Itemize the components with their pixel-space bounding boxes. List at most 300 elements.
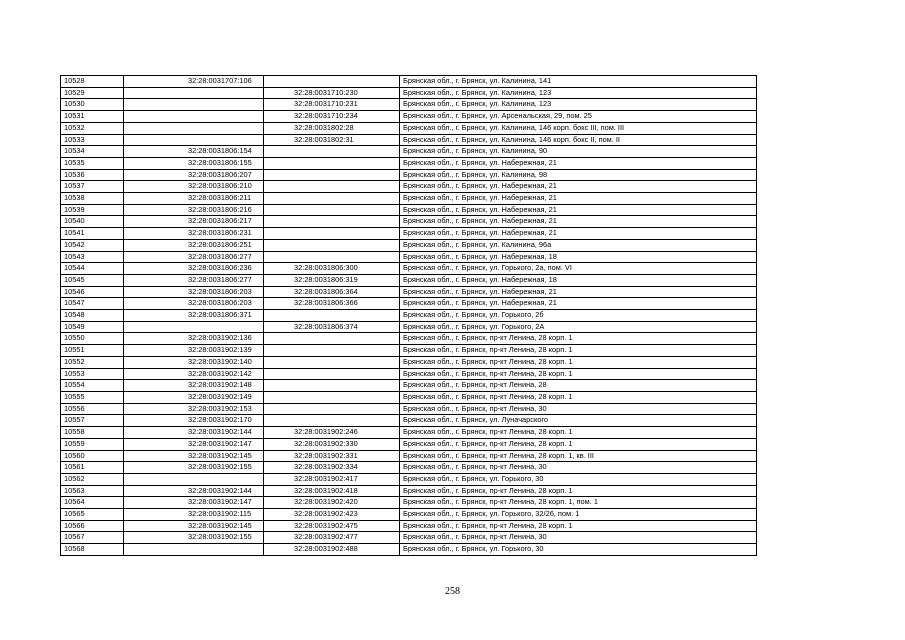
object-cadastral-number-cell — [264, 216, 400, 228]
land-cadastral-number-cell — [124, 193, 264, 205]
address-text: Брянская обл., г. Брянск, ул. Набережная, 21 — [403, 286, 557, 296]
land-cadastral-number-text: 32:28:0031902:144 — [188, 427, 252, 437]
object-cadastral-number-cell — [264, 544, 400, 556]
address-text: Брянская обл., г. Брянск, пр-кт Ленина, 30 — [403, 532, 547, 542]
land-cadastral-number-text: 32:28:0031902:149 — [188, 391, 252, 401]
address-text: Брянская обл., г. Брянск, пр-кт Ленина, 28 корп. 1 — [403, 438, 573, 448]
table-row — [61, 427, 757, 439]
row-number-cell — [61, 368, 124, 380]
table-row — [61, 204, 757, 216]
object-cadastral-number-cell — [264, 146, 400, 158]
land-cadastral-number-cell — [124, 251, 264, 263]
land-cadastral-number-text: 32:28:0031902:170 — [188, 415, 252, 425]
row-number-text: 10548 — [64, 310, 85, 320]
table-row — [61, 181, 757, 193]
table-row — [61, 251, 757, 263]
row-number-text: 10547 — [64, 298, 85, 308]
row-number-cell — [61, 228, 124, 240]
row-number-text: 10545 — [64, 274, 85, 284]
row-number-text: 10564 — [64, 497, 85, 507]
object-cadastral-number-cell — [264, 509, 400, 521]
address-cell — [400, 438, 757, 450]
address-cell — [400, 193, 757, 205]
land-cadastral-number-cell — [124, 321, 264, 333]
object-cadastral-number-cell — [264, 169, 400, 181]
object-cadastral-number-text: 32:28:0031806:374 — [294, 321, 358, 331]
land-cadastral-number-text: 32:28:0031806:203 — [188, 286, 252, 296]
object-cadastral-number-cell — [264, 321, 400, 333]
land-cadastral-number-cell — [124, 520, 264, 532]
table-row — [61, 497, 757, 509]
land-cadastral-number-cell — [124, 356, 264, 368]
land-cadastral-number-text: 32:28:0031902:155 — [188, 532, 252, 542]
address-text: Брянская обл., г. Брянск, ул. Калинина, 146 корп. бокс III, пом. III — [403, 122, 625, 132]
land-cadastral-number-cell — [124, 157, 264, 169]
land-cadastral-number-text: 32:28:0031806:217 — [188, 216, 252, 226]
address-cell — [400, 76, 757, 88]
object-cadastral-number-text: 32:28:0031802:31 — [294, 134, 354, 144]
row-number-cell — [61, 380, 124, 392]
land-cadastral-number-text: 32:28:0031806:231 — [188, 228, 252, 238]
row-number-cell — [61, 87, 124, 99]
page-number: 258 — [445, 586, 460, 597]
row-number-text: 10546 — [64, 286, 85, 296]
address-cell — [400, 251, 757, 263]
object-cadastral-number-cell — [264, 228, 400, 240]
object-cadastral-number-cell — [264, 485, 400, 497]
land-cadastral-number-cell — [124, 532, 264, 544]
address-text: Брянская обл., г. Брянск, пр-кт Ленина, 28 корп. 1, пом. 1 — [403, 497, 598, 507]
table-row — [61, 544, 757, 556]
table-row — [61, 76, 757, 88]
object-cadastral-number-cell — [264, 356, 400, 368]
address-text: Брянская обл., г. Брянск, ул. Набережная, 21 — [403, 216, 557, 226]
address-cell — [400, 403, 757, 415]
table-row — [61, 333, 757, 345]
address-text: Брянская обл., г. Брянск, ул. Горького, 2а, пом. VI — [403, 263, 572, 273]
address-text: Брянская обл., г. Брянск, ул. Набережная, 21 — [403, 298, 557, 308]
table-row — [61, 157, 757, 169]
land-cadastral-number-text: 32:28:0031806:277 — [188, 274, 252, 284]
object-cadastral-number-cell — [264, 298, 400, 310]
row-number-text: 10553 — [64, 368, 85, 378]
land-cadastral-number-cell — [124, 216, 264, 228]
object-cadastral-number-cell — [264, 403, 400, 415]
land-cadastral-number-cell — [124, 228, 264, 240]
land-cadastral-number-cell — [124, 298, 264, 310]
object-cadastral-number-text: 32:28:0031902:477 — [294, 532, 358, 542]
land-cadastral-number-cell — [124, 333, 264, 345]
row-number-text: 10528 — [64, 76, 85, 85]
address-cell — [400, 532, 757, 544]
row-number-text: 10540 — [64, 216, 85, 226]
table-row — [61, 216, 757, 228]
row-number-cell — [61, 169, 124, 181]
land-cadastral-number-cell — [124, 134, 264, 146]
object-cadastral-number-cell — [264, 263, 400, 275]
row-number-cell — [61, 216, 124, 228]
address-text: Брянская обл., г. Брянск, пр-кт Ленина, 28 корп. 1 — [403, 520, 573, 530]
row-number-text: 10550 — [64, 333, 85, 343]
object-cadastral-number-text: 32:28:0031902:331 — [294, 450, 358, 460]
row-number-cell — [61, 544, 124, 556]
object-cadastral-number-cell — [264, 368, 400, 380]
row-number-text: 10555 — [64, 391, 85, 401]
land-cadastral-number-cell — [124, 485, 264, 497]
object-cadastral-number-cell — [264, 286, 400, 298]
address-cell — [400, 462, 757, 474]
row-number-text: 10566 — [64, 520, 85, 530]
object-cadastral-number-text: 32:28:0031902:330 — [294, 438, 358, 448]
table-row — [61, 122, 757, 134]
property-registry-table — [60, 75, 757, 556]
row-number-cell — [61, 111, 124, 123]
row-number-cell — [61, 310, 124, 322]
land-cadastral-number-text: 32:28:0031902:155 — [188, 462, 252, 472]
row-number-text: 10559 — [64, 438, 85, 448]
address-cell — [400, 415, 757, 427]
table-row — [61, 146, 757, 158]
row-number-cell — [61, 509, 124, 521]
row-number-cell — [61, 520, 124, 532]
address-text: Брянская обл., г. Брянск, ул. Калинина, 90 — [403, 146, 548, 156]
table-row — [61, 193, 757, 205]
land-cadastral-number-text: 32:28:0031902:139 — [188, 345, 252, 355]
land-cadastral-number-cell — [124, 181, 264, 193]
object-cadastral-number-cell — [264, 438, 400, 450]
land-cadastral-number-text: 32:28:0031902:140 — [188, 356, 252, 366]
land-cadastral-number-cell — [124, 415, 264, 427]
land-cadastral-number-text: 32:28:0031707:106 — [188, 76, 252, 85]
object-cadastral-number-text: 32:28:0031802:28 — [294, 122, 354, 132]
address-text: Брянская обл., г. Брянск, ул. Калинина, 146 корп. бокс II, пом. II — [403, 134, 620, 144]
object-cadastral-number-cell — [264, 427, 400, 439]
object-cadastral-number-cell — [264, 274, 400, 286]
table-row — [61, 99, 757, 111]
row-number-text: 10557 — [64, 415, 85, 425]
table-row — [61, 321, 757, 333]
object-cadastral-number-cell — [264, 251, 400, 263]
object-cadastral-number-cell — [264, 204, 400, 216]
land-cadastral-number-text: 32:28:0031806:154 — [188, 146, 252, 156]
row-number-cell — [61, 462, 124, 474]
address-text: Брянская обл., г. Брянск, пр-кт Ленина, 28 корп. 1 — [403, 427, 573, 437]
table-row — [61, 391, 757, 403]
row-number-text: 10556 — [64, 403, 85, 413]
object-cadastral-number-cell — [264, 345, 400, 357]
row-number-cell — [61, 263, 124, 275]
land-cadastral-number-text: 32:28:0031902:147 — [188, 438, 252, 448]
object-cadastral-number-cell — [264, 239, 400, 251]
row-number-text: 10554 — [64, 380, 85, 390]
land-cadastral-number-cell — [124, 122, 264, 134]
land-cadastral-number-cell — [124, 274, 264, 286]
object-cadastral-number-cell — [264, 310, 400, 322]
row-number-text: 10565 — [64, 509, 85, 519]
land-cadastral-number-cell — [124, 450, 264, 462]
land-cadastral-number-text: 32:28:0031806:236 — [188, 263, 252, 273]
address-text: Брянская обл., г. Брянск, ул. Луначарского — [403, 415, 549, 425]
land-cadastral-number-text: 32:28:0031806:216 — [188, 204, 252, 214]
row-number-cell — [61, 76, 124, 88]
object-cadastral-number-cell — [264, 122, 400, 134]
row-number-text: 10542 — [64, 239, 85, 249]
table-row — [61, 239, 757, 251]
table-row — [61, 169, 757, 181]
row-number-cell — [61, 438, 124, 450]
row-number-text: 10538 — [64, 193, 85, 203]
row-number-text: 10531 — [64, 111, 85, 121]
table-row — [61, 462, 757, 474]
address-cell — [400, 134, 757, 146]
table-row — [61, 380, 757, 392]
land-cadastral-number-cell — [124, 76, 264, 88]
land-cadastral-number-cell — [124, 427, 264, 439]
row-number-text: 10535 — [64, 157, 85, 167]
table-row — [61, 368, 757, 380]
row-number-text: 10562 — [64, 473, 85, 483]
object-cadastral-number-cell — [264, 333, 400, 345]
land-cadastral-number-text: 32:28:0031902:144 — [188, 485, 252, 495]
row-number-text: 10530 — [64, 99, 85, 109]
object-cadastral-number-cell — [264, 380, 400, 392]
object-cadastral-number-cell — [264, 473, 400, 485]
address-cell — [400, 427, 757, 439]
row-number-text: 10558 — [64, 427, 85, 437]
table-row — [61, 298, 757, 310]
land-cadastral-number-cell — [124, 391, 264, 403]
table-row — [61, 415, 757, 427]
object-cadastral-number-text: 32:28:0031710:231 — [294, 99, 358, 109]
address-cell — [400, 146, 757, 158]
address-text: Брянская обл., г. Брянск, ул. Калинина, 123 — [403, 99, 552, 109]
object-cadastral-number-text: 32:28:0031806:364 — [294, 286, 358, 296]
land-cadastral-number-text: 32:28:0031902:145 — [188, 450, 252, 460]
table-row — [61, 263, 757, 275]
address-text: Брянская обл., г. Брянск, ул. Набережная, 18 — [403, 274, 557, 284]
object-cadastral-number-text: 32:28:0031806:300 — [294, 263, 358, 273]
land-cadastral-number-cell — [124, 263, 264, 275]
address-text: Брянская обл., г. Брянск, пр-кт Ленина, 28 корп. 1 — [403, 391, 573, 401]
land-cadastral-number-cell — [124, 111, 264, 123]
object-cadastral-number-cell — [264, 497, 400, 509]
row-number-text: 10552 — [64, 356, 85, 366]
land-cadastral-number-text: 32:28:0031902:153 — [188, 403, 252, 413]
row-number-cell — [61, 157, 124, 169]
table-row — [61, 87, 757, 99]
table-row — [61, 134, 757, 146]
address-cell — [400, 544, 757, 556]
land-cadastral-number-cell — [124, 169, 264, 181]
row-number-cell — [61, 239, 124, 251]
row-number-cell — [61, 356, 124, 368]
row-number-text: 10551 — [64, 345, 85, 355]
table-row — [61, 485, 757, 497]
row-number-cell — [61, 204, 124, 216]
land-cadastral-number-text: 32:28:0031806:155 — [188, 157, 252, 167]
address-cell — [400, 473, 757, 485]
address-cell — [400, 99, 757, 111]
table-row — [61, 286, 757, 298]
address-text: Брянская обл., г. Брянск, ул. Набережная, 18 — [403, 251, 557, 261]
address-text: Брянская обл., г. Брянск, ул. Горького, 32/26, пом. 1 — [403, 509, 580, 519]
row-number-text: 10568 — [64, 544, 85, 554]
address-text: Брянская обл., г. Брянск, ул. Набережная, 21 — [403, 228, 557, 238]
table-row — [61, 509, 757, 521]
land-cadastral-number-text: 32:28:0031902:136 — [188, 333, 252, 343]
row-number-cell — [61, 286, 124, 298]
address-text: Брянская обл., г. Брянск, пр-кт Ленина, 28 корп. 1 — [403, 368, 573, 378]
table-row — [61, 310, 757, 322]
table-row — [61, 438, 757, 450]
table-row — [61, 403, 757, 415]
object-cadastral-number-text: 32:28:0031710:234 — [294, 111, 358, 121]
address-cell — [400, 274, 757, 286]
row-number-text: 10561 — [64, 462, 85, 472]
row-number-cell — [61, 122, 124, 134]
row-number-cell — [61, 298, 124, 310]
object-cadastral-number-cell — [264, 76, 400, 88]
address-text: Брянская обл., г. Брянск, пр-кт Ленина, 28 корп. 1 — [403, 345, 573, 355]
land-cadastral-number-cell — [124, 87, 264, 99]
address-cell — [400, 356, 757, 368]
row-number-text: 10537 — [64, 181, 85, 191]
table-row — [61, 356, 757, 368]
address-cell — [400, 345, 757, 357]
row-number-cell — [61, 345, 124, 357]
row-number-cell — [61, 251, 124, 263]
row-number-text: 10549 — [64, 321, 85, 331]
land-cadastral-number-cell — [124, 462, 264, 474]
object-cadastral-number-text: 32:28:0031902:334 — [294, 462, 358, 472]
object-cadastral-number-text: 32:28:0031806:366 — [294, 298, 358, 308]
land-cadastral-number-cell — [124, 544, 264, 556]
address-cell — [400, 181, 757, 193]
address-text: Брянская обл., г. Брянск, пр-кт Ленина, 28 корп. 1 — [403, 485, 573, 495]
row-number-cell — [61, 146, 124, 158]
object-cadastral-number-cell — [264, 450, 400, 462]
object-cadastral-number-text: 32:28:0031902:417 — [294, 473, 358, 483]
row-number-cell — [61, 415, 124, 427]
object-cadastral-number-cell — [264, 111, 400, 123]
table-row — [61, 274, 757, 286]
table-row — [61, 111, 757, 123]
row-number-text: 10534 — [64, 146, 85, 156]
address-cell — [400, 263, 757, 275]
land-cadastral-number-cell — [124, 438, 264, 450]
row-number-text: 10529 — [64, 87, 85, 97]
address-text: Брянская обл., г. Брянск, ул. Калинина, 123 — [403, 87, 552, 97]
row-number-cell — [61, 403, 124, 415]
land-cadastral-number-cell — [124, 345, 264, 357]
row-number-cell — [61, 274, 124, 286]
address-cell — [400, 485, 757, 497]
row-number-cell — [61, 473, 124, 485]
table-row — [61, 473, 757, 485]
address-cell — [400, 391, 757, 403]
row-number-text: 10536 — [64, 169, 85, 179]
address-cell — [400, 380, 757, 392]
land-cadastral-number-text: 32:28:0031902:142 — [188, 368, 252, 378]
land-cadastral-number-cell — [124, 310, 264, 322]
land-cadastral-number-cell — [124, 473, 264, 485]
object-cadastral-number-cell — [264, 391, 400, 403]
address-text: Брянская обл., г. Брянск, ул. Арсенальская, 29, пом. 25 — [403, 111, 592, 121]
land-cadastral-number-cell — [124, 239, 264, 251]
row-number-text: 10567 — [64, 532, 85, 542]
row-number-text: 10543 — [64, 251, 85, 261]
row-number-cell — [61, 427, 124, 439]
row-number-text: 10560 — [64, 450, 85, 460]
address-text: Брянская обл., г. Брянск, ул. Набережная, 21 — [403, 157, 557, 167]
land-cadastral-number-text: 32:28:0031902:148 — [188, 380, 252, 390]
land-cadastral-number-text: 32:28:0031806:211 — [188, 193, 252, 203]
address-cell — [400, 204, 757, 216]
land-cadastral-number-text: 32:28:0031806:207 — [188, 169, 252, 179]
table-row — [61, 532, 757, 544]
row-number-cell — [61, 99, 124, 111]
address-text: Брянская обл., г. Брянск, пр-кт Ленина, 28 корп. 1 — [403, 333, 573, 343]
land-cadastral-number-text: 32:28:0031902:147 — [188, 497, 252, 507]
land-cadastral-number-text: 32:28:0031806:210 — [188, 181, 252, 191]
object-cadastral-number-text: 32:28:0031806:319 — [294, 274, 358, 284]
object-cadastral-number-text: 32:28:0031902:423 — [294, 509, 358, 519]
address-text: Брянская обл., г. Брянск, пр-кт Ленина, 28 корп. 1, кв. III — [403, 450, 594, 460]
address-text: Брянская обл., г. Брянск, ул. Горького, 30 — [403, 544, 544, 554]
row-number-cell — [61, 391, 124, 403]
object-cadastral-number-cell — [264, 520, 400, 532]
land-cadastral-number-cell — [124, 403, 264, 415]
address-text: Брянская обл., г. Брянск, ул. Набережная, 21 — [403, 193, 557, 203]
object-cadastral-number-cell — [264, 462, 400, 474]
object-cadastral-number-cell — [264, 181, 400, 193]
land-cadastral-number-cell — [124, 286, 264, 298]
table-row — [61, 345, 757, 357]
address-cell — [400, 239, 757, 251]
address-text: Брянская обл., г. Брянск, ул. Горького, 2б — [403, 310, 544, 320]
address-cell — [400, 216, 757, 228]
address-text: Брянская обл., г. Брянск, ул. Калинина, 96а — [403, 239, 552, 249]
address-cell — [400, 298, 757, 310]
land-cadastral-number-cell — [124, 497, 264, 509]
row-number-cell — [61, 321, 124, 333]
address-cell — [400, 450, 757, 462]
land-cadastral-number-cell — [124, 380, 264, 392]
land-cadastral-number-text: 32:28:0031902:145 — [188, 520, 252, 530]
land-cadastral-number-cell — [124, 204, 264, 216]
row-number-cell — [61, 450, 124, 462]
address-cell — [400, 111, 757, 123]
address-text: Брянская обл., г. Брянск, пр-кт Ленина, 28 корп. 1 — [403, 356, 573, 366]
address-text: Брянская обл., г. Брянск, ул. Калинина, 141 — [403, 76, 552, 85]
address-text: Брянская обл., г. Брянск, ул. Горького, 2А — [403, 321, 545, 331]
table-row — [61, 520, 757, 532]
address-text: Брянская обл., г. Брянск, ул. Набережная, 21 — [403, 204, 557, 214]
object-cadastral-number-text: 32:28:0031902:420 — [294, 497, 358, 507]
land-cadastral-number-text: 32:28:0031806:371 — [188, 310, 252, 320]
address-cell — [400, 509, 757, 521]
land-cadastral-number-cell — [124, 99, 264, 111]
row-number-cell — [61, 333, 124, 345]
row-number-text: 10541 — [64, 228, 85, 238]
address-cell — [400, 310, 757, 322]
object-cadastral-number-text: 32:28:0031902:475 — [294, 520, 358, 530]
address-text: Брянская обл., г. Брянск, пр-кт Ленина, 28 — [403, 380, 547, 390]
address-cell — [400, 520, 757, 532]
address-cell — [400, 157, 757, 169]
address-text: Брянская обл., г. Брянск, пр-кт Ленина, 30 — [403, 403, 547, 413]
address-cell — [400, 87, 757, 99]
